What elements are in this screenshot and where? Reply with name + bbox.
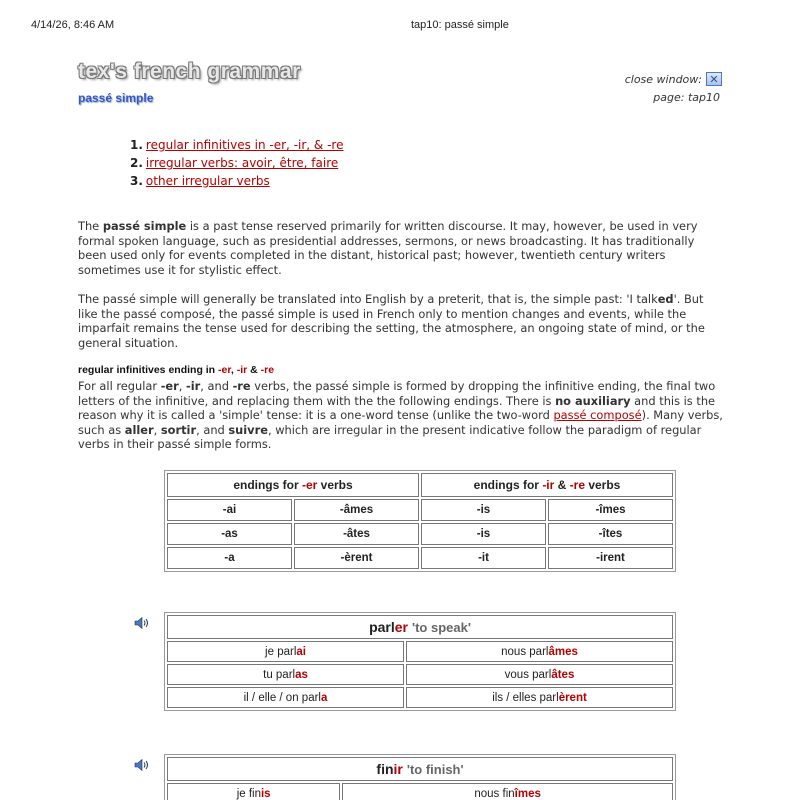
speaker-icon[interactable] [134, 616, 150, 630]
close-icon[interactable]: ✕ [706, 72, 722, 86]
table-row [167, 641, 673, 662]
section-paragraph: For all regular -er, -ir, and -re verbs, the passé simple is formed by dropping the infinitive ending, the final two letters of the infinitive, and replacing them with the the following endings. There is no auxiliary and this is the reason why it is called a 'simple' tense: it is a one-word tense (unlike the two-word passé composé). Many verbs, such as aller, sortir, and suivre, which are irregular in the present indicative follow the paradigm of regular verbs in their passé simple forms. [78, 379, 723, 452]
toc-number: 1. [130, 138, 143, 152]
parler-conjugation-table [164, 612, 676, 711]
ending-cell: -a [167, 547, 292, 569]
toc-number: 2. [130, 156, 143, 170]
toc-number: 3. [130, 174, 143, 188]
print-date: 4/14/26, 8:46 AM [31, 19, 115, 31]
table-row [167, 499, 673, 521]
section-heading: regular infinitives ending in -er, -ir & -re [78, 364, 275, 376]
intro-paragraph-2: The passé simple will generally be translated into English by a preterit, that is, the simple past: 'I talked'. But like the passé composé, the passé simple is used in French only to mention changes and events, while the imparfait remains the tense used for describing the setting, the atmosphere, an ongoing state of mind, or the general situation. [78, 292, 705, 350]
ending-cell: -âtes [294, 523, 419, 545]
toc-link-irregular[interactable]: irregular verbs: avoir, être, faire [145, 156, 339, 170]
ending-cell: -it [421, 547, 546, 569]
ending-cell: -ai [167, 499, 292, 521]
endings-table [164, 470, 676, 572]
intro-paragraph-1: The passé simple is a past tense reserved primarily for written discourse. It may, however, be used in very formal spoken language, such as presidential addresses, sermons, or news broadcasting. It has traditionally been used only for events completed in the distant, historical past; however, twentieth century writers sometimes use it for stylistic effect. [78, 219, 698, 277]
finir-conjugation-table [164, 754, 676, 800]
conj-cell: vous parlâtes [406, 664, 673, 685]
page-label: page: tap10 [653, 91, 720, 104]
conj-cell: ils / elles parlèrent [406, 687, 673, 708]
table-row [167, 523, 673, 545]
table-row [167, 547, 673, 569]
speaker-icon[interactable] [134, 758, 150, 772]
toc-link-regular[interactable]: regular infinitives in -er, -ir, & -re [145, 138, 344, 152]
toc-item [130, 173, 343, 191]
ending-cell: -îtes [548, 523, 673, 545]
table-row [167, 687, 673, 708]
ending-cell: -is [421, 499, 546, 521]
ending-cell: -as [167, 523, 292, 545]
ending-cell: -is [421, 523, 546, 545]
print-title: tap10: passé simple [411, 19, 509, 31]
parler-header: parler 'to speak' [167, 615, 673, 639]
ending-cell: -îmes [548, 499, 673, 521]
conj-cell: je finis [167, 783, 340, 800]
er-endings-header: endings for -er verbs [167, 473, 419, 497]
page-subtitle-logo: passé simple [78, 91, 154, 105]
site-logo: tex's french grammar [78, 60, 301, 83]
conj-cell: il / elle / on parla [167, 687, 404, 708]
ir-re-endings-header: endings for -ir & -re verbs [421, 473, 673, 497]
conj-cell: nous finîmes [342, 783, 673, 800]
conj-cell: tu parlas [167, 664, 404, 685]
finir-header: finir 'to finish' [167, 757, 673, 781]
ending-cell: -èrent [294, 547, 419, 569]
table-row [167, 664, 673, 685]
toc-link-other[interactable]: other irregular verbs [145, 174, 270, 188]
toc-item [130, 137, 343, 155]
ending-cell: -âmes [294, 499, 419, 521]
ending-cell: -irent [548, 547, 673, 569]
toc-item [130, 155, 343, 173]
table-of-contents [130, 137, 343, 191]
close-window-label: close window: [624, 72, 702, 86]
conj-cell: nous parlâmes [406, 641, 673, 662]
table-row [167, 783, 673, 800]
close-window [625, 72, 722, 86]
conj-cell: je parlai [167, 641, 404, 662]
passe-compose-link[interactable]: passé composé [553, 408, 642, 423]
